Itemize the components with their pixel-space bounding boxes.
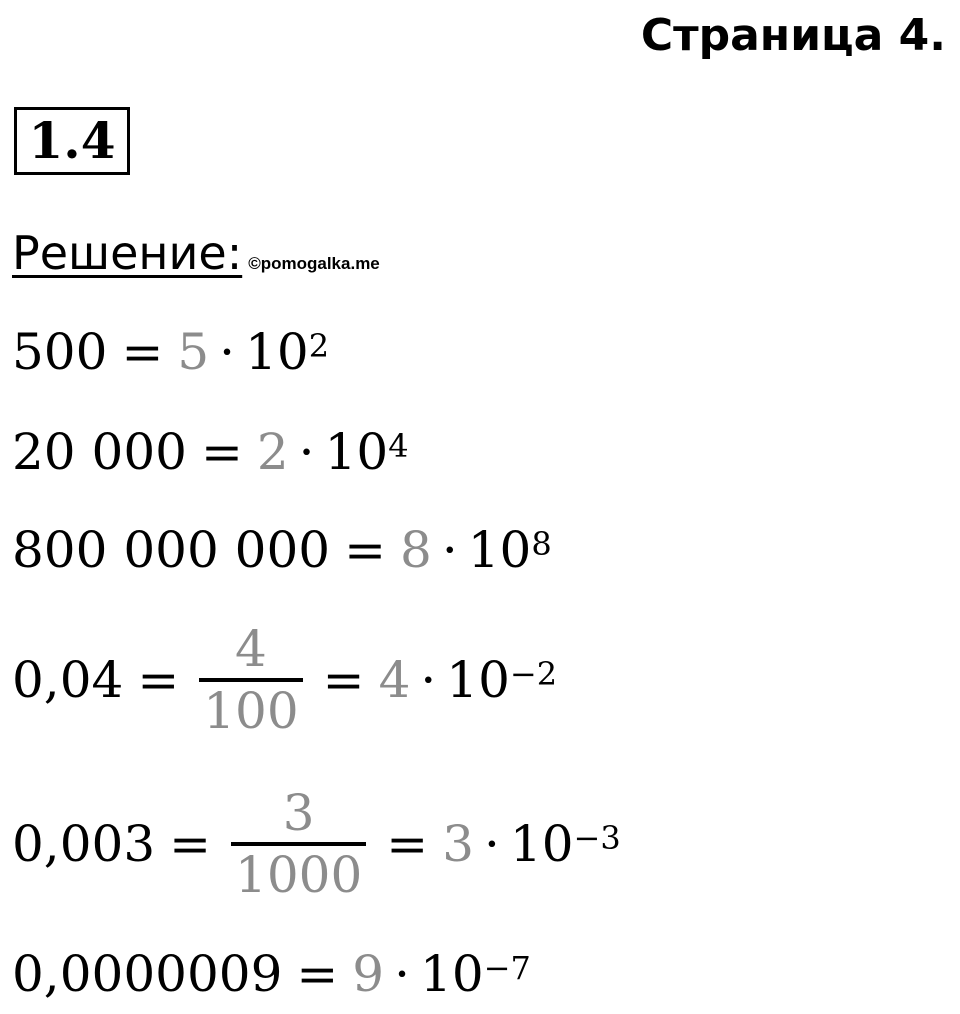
- equation-row: 0,0000009 = 9 · 10 $^{-7}$: [12, 945, 531, 1003]
- page-title: Страница 4.: [640, 10, 946, 61]
- equation-row: 0,04 = $\frac{4}{100}$ = 4 · 10 $^{-2}$: [12, 620, 558, 740]
- multiply-dot: ·: [298, 423, 315, 481]
- equation-row: 800 000 000 = 8 · 10 $^8$: [12, 521, 552, 579]
- equation-coefficient: 2: [256, 423, 289, 481]
- power-base: 10: [324, 423, 389, 481]
- equation-lhs: 0,0000009: [12, 945, 283, 1003]
- equation-lhs: 500: [12, 323, 108, 381]
- multiply-dot: ·: [219, 323, 236, 381]
- equals-sign: =: [137, 651, 180, 709]
- power-base: 10: [467, 521, 532, 579]
- equals-sign: =: [296, 945, 339, 1003]
- equation-coefficient: 5: [177, 323, 210, 381]
- power-base: 10: [420, 945, 484, 1003]
- task-number-box: 1.4: [14, 107, 130, 175]
- power-base: 10: [245, 323, 309, 381]
- equals-sign: =: [169, 815, 212, 873]
- equation-row: 500 = 5 · 10 $^2$: [12, 323, 330, 381]
- equals-sign: =: [322, 651, 365, 709]
- watermark: ©pomogalka.me: [248, 254, 380, 273]
- equation-row: 0,003 = $\frac{3}{1000}$ = 3 · 10 $^{-3}$: [12, 784, 621, 904]
- equation-lhs: 20 000: [12, 423, 187, 481]
- solution-label: Решение:: [12, 226, 243, 280]
- equation-coefficient: 3: [442, 815, 475, 873]
- equation-lhs: 800 000 000: [12, 521, 331, 579]
- equals-sign: =: [200, 423, 243, 481]
- multiply-dot: ·: [441, 521, 458, 579]
- multiply-dot: ·: [484, 815, 500, 873]
- fraction-numerator: 4: [235, 620, 267, 678]
- fraction-denominator: 1000: [235, 846, 363, 904]
- equation-coefficient: 4: [378, 651, 411, 709]
- multiply-dot: ·: [394, 945, 411, 1003]
- power-base: 10: [446, 651, 510, 709]
- equation-row: 20 000 = 2 · 10 $^4$: [12, 423, 409, 481]
- fraction: [231, 784, 366, 904]
- fraction-denominator: 100: [203, 682, 299, 740]
- power-base: 10: [509, 815, 574, 873]
- equation-coefficient: 9: [352, 945, 385, 1003]
- equals-sign: =: [386, 815, 429, 873]
- equation-lhs: 0,003: [12, 815, 156, 873]
- solution-header: [12, 225, 380, 281]
- equals-sign: =: [121, 323, 164, 381]
- fraction-numerator: 3: [282, 784, 315, 842]
- equals-sign: =: [344, 521, 386, 579]
- multiply-dot: ·: [420, 651, 437, 709]
- fraction: [199, 620, 302, 740]
- equation-lhs: 0,04: [12, 651, 124, 709]
- equation-coefficient: 8: [400, 521, 432, 579]
